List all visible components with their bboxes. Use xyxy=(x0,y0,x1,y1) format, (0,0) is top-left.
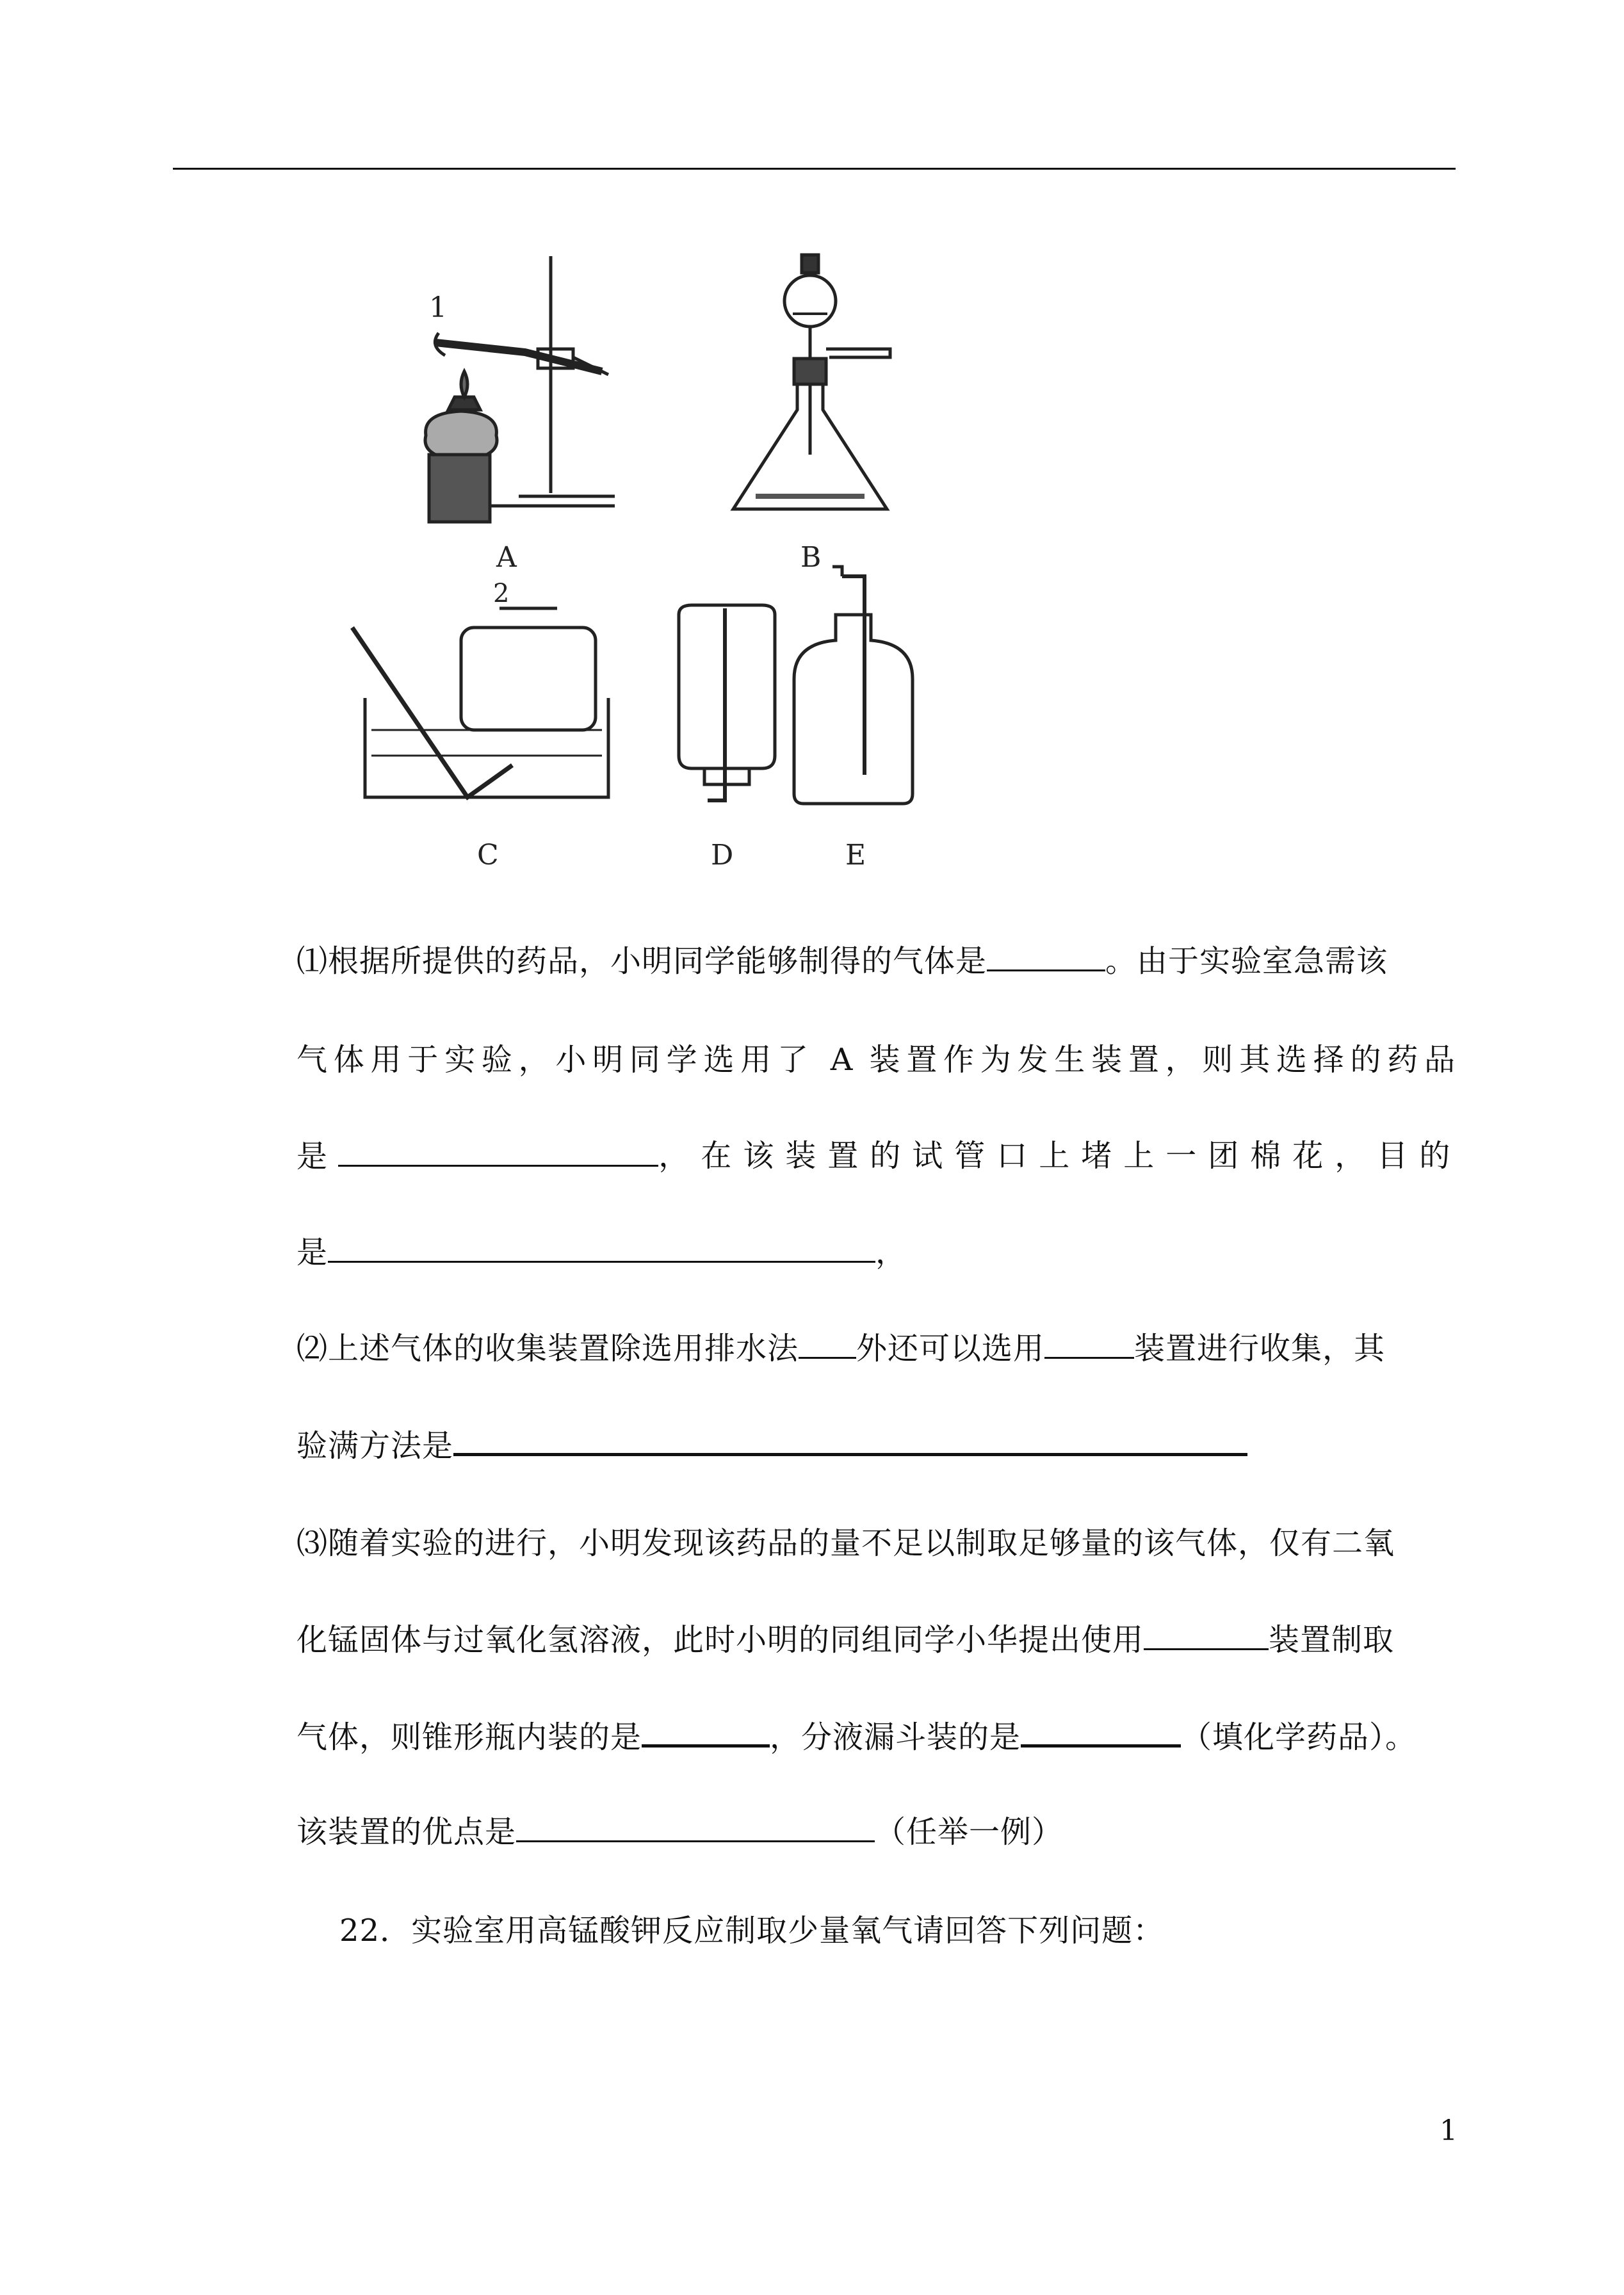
label-e: E xyxy=(845,839,866,872)
apparatus-c xyxy=(352,579,608,872)
q21-part2-line1 xyxy=(296,1329,1385,1368)
answer-blank-device[interactable] xyxy=(1144,1620,1269,1650)
text-segment: 化锰固体与过氧化氢溶液，此时小明的同组同学小华提出使用 xyxy=(296,1622,1144,1658)
text-segment: 是 xyxy=(296,1235,329,1270)
text-segment: 装置制取 xyxy=(1269,1622,1395,1658)
answer-blank-purpose[interactable] xyxy=(328,1233,875,1263)
answer-blank-full-check[interactable] xyxy=(453,1425,1247,1456)
text-segment: 22．实验室用高锰酸钾反应制取少量氧气请回答下列问题： xyxy=(339,1913,1165,1949)
text-segment: 装置进行收集，其 xyxy=(1134,1331,1386,1366)
text-segment: 验满方法是 xyxy=(296,1428,454,1464)
answer-blank-gas[interactable] xyxy=(987,941,1105,971)
text-segment: ⑶随着实验的进行，小明发现该药品的量不足以制取足够量的该气体，仅有二氧 xyxy=(296,1525,1395,1561)
text-segment: ⑴根据所提供的药品，小明同学能够制得的气体是 xyxy=(296,943,987,979)
answer-blank-water-method[interactable] xyxy=(799,1329,856,1359)
text-segment: 外还可以选用 xyxy=(856,1331,1045,1366)
q21-part1-line1 xyxy=(296,941,1388,980)
q21-part1-line4 xyxy=(296,1233,907,1272)
apparatus-b xyxy=(733,255,890,574)
text-segment: ⑵上述气体的收集装置除选用排水法 xyxy=(296,1331,799,1366)
apparatus-e xyxy=(794,567,913,872)
answer-blank-reagent[interactable] xyxy=(338,1137,658,1167)
q21-part2-line2 xyxy=(296,1425,1247,1465)
apparatus-a xyxy=(425,256,615,574)
answer-blank-collector[interactable] xyxy=(1044,1329,1134,1359)
answer-blank-flask[interactable] xyxy=(642,1716,770,1748)
q21-part1-line2 xyxy=(296,1041,1456,1079)
apparatus-d xyxy=(679,605,775,872)
label-1: 1 xyxy=(429,291,447,324)
q22-line xyxy=(339,1911,1164,1950)
answer-blank-advantage[interactable] xyxy=(516,1812,875,1842)
header-rule xyxy=(173,168,1456,170)
label-2: 2 xyxy=(493,579,510,608)
text-segment: 该装置的优点是 xyxy=(296,1814,517,1850)
text-segment: ，分液漏斗装的是 xyxy=(770,1719,1021,1755)
label-a: A xyxy=(496,541,517,574)
q21-part3-line4 xyxy=(296,1812,1063,1851)
text-segment: ， xyxy=(875,1235,907,1270)
apparatus-figure xyxy=(333,243,1025,890)
text-segment: 。由于实验室急需该 xyxy=(1105,943,1388,979)
label-b: B xyxy=(800,541,822,574)
label-d: D xyxy=(711,839,734,872)
q21-part3-line3 xyxy=(296,1716,1417,1756)
q21-part3-line2 xyxy=(296,1620,1394,1659)
text-segment: 是 xyxy=(296,1139,329,1174)
text-segment: （填化学药品）。 xyxy=(1181,1719,1417,1755)
page-number: 1 xyxy=(1440,2114,1458,2147)
q21-part3-line1 xyxy=(296,1524,1395,1562)
q21-part1-line3 xyxy=(296,1137,1462,1176)
text-segment: ，在该装置的试管口上堵上一团棉花，目的 xyxy=(658,1138,1462,1174)
text-segment: 气体用于实验，小明同学选用了 A 装置作为发生装置，则其选择的药品 xyxy=(296,1042,1456,1078)
text-segment: 气体，则锥形瓶内装的是 xyxy=(296,1719,642,1755)
answer-blank-funnel[interactable] xyxy=(1021,1716,1181,1748)
text-segment: （任举一例） xyxy=(875,1814,1064,1850)
label-c: C xyxy=(477,839,499,872)
